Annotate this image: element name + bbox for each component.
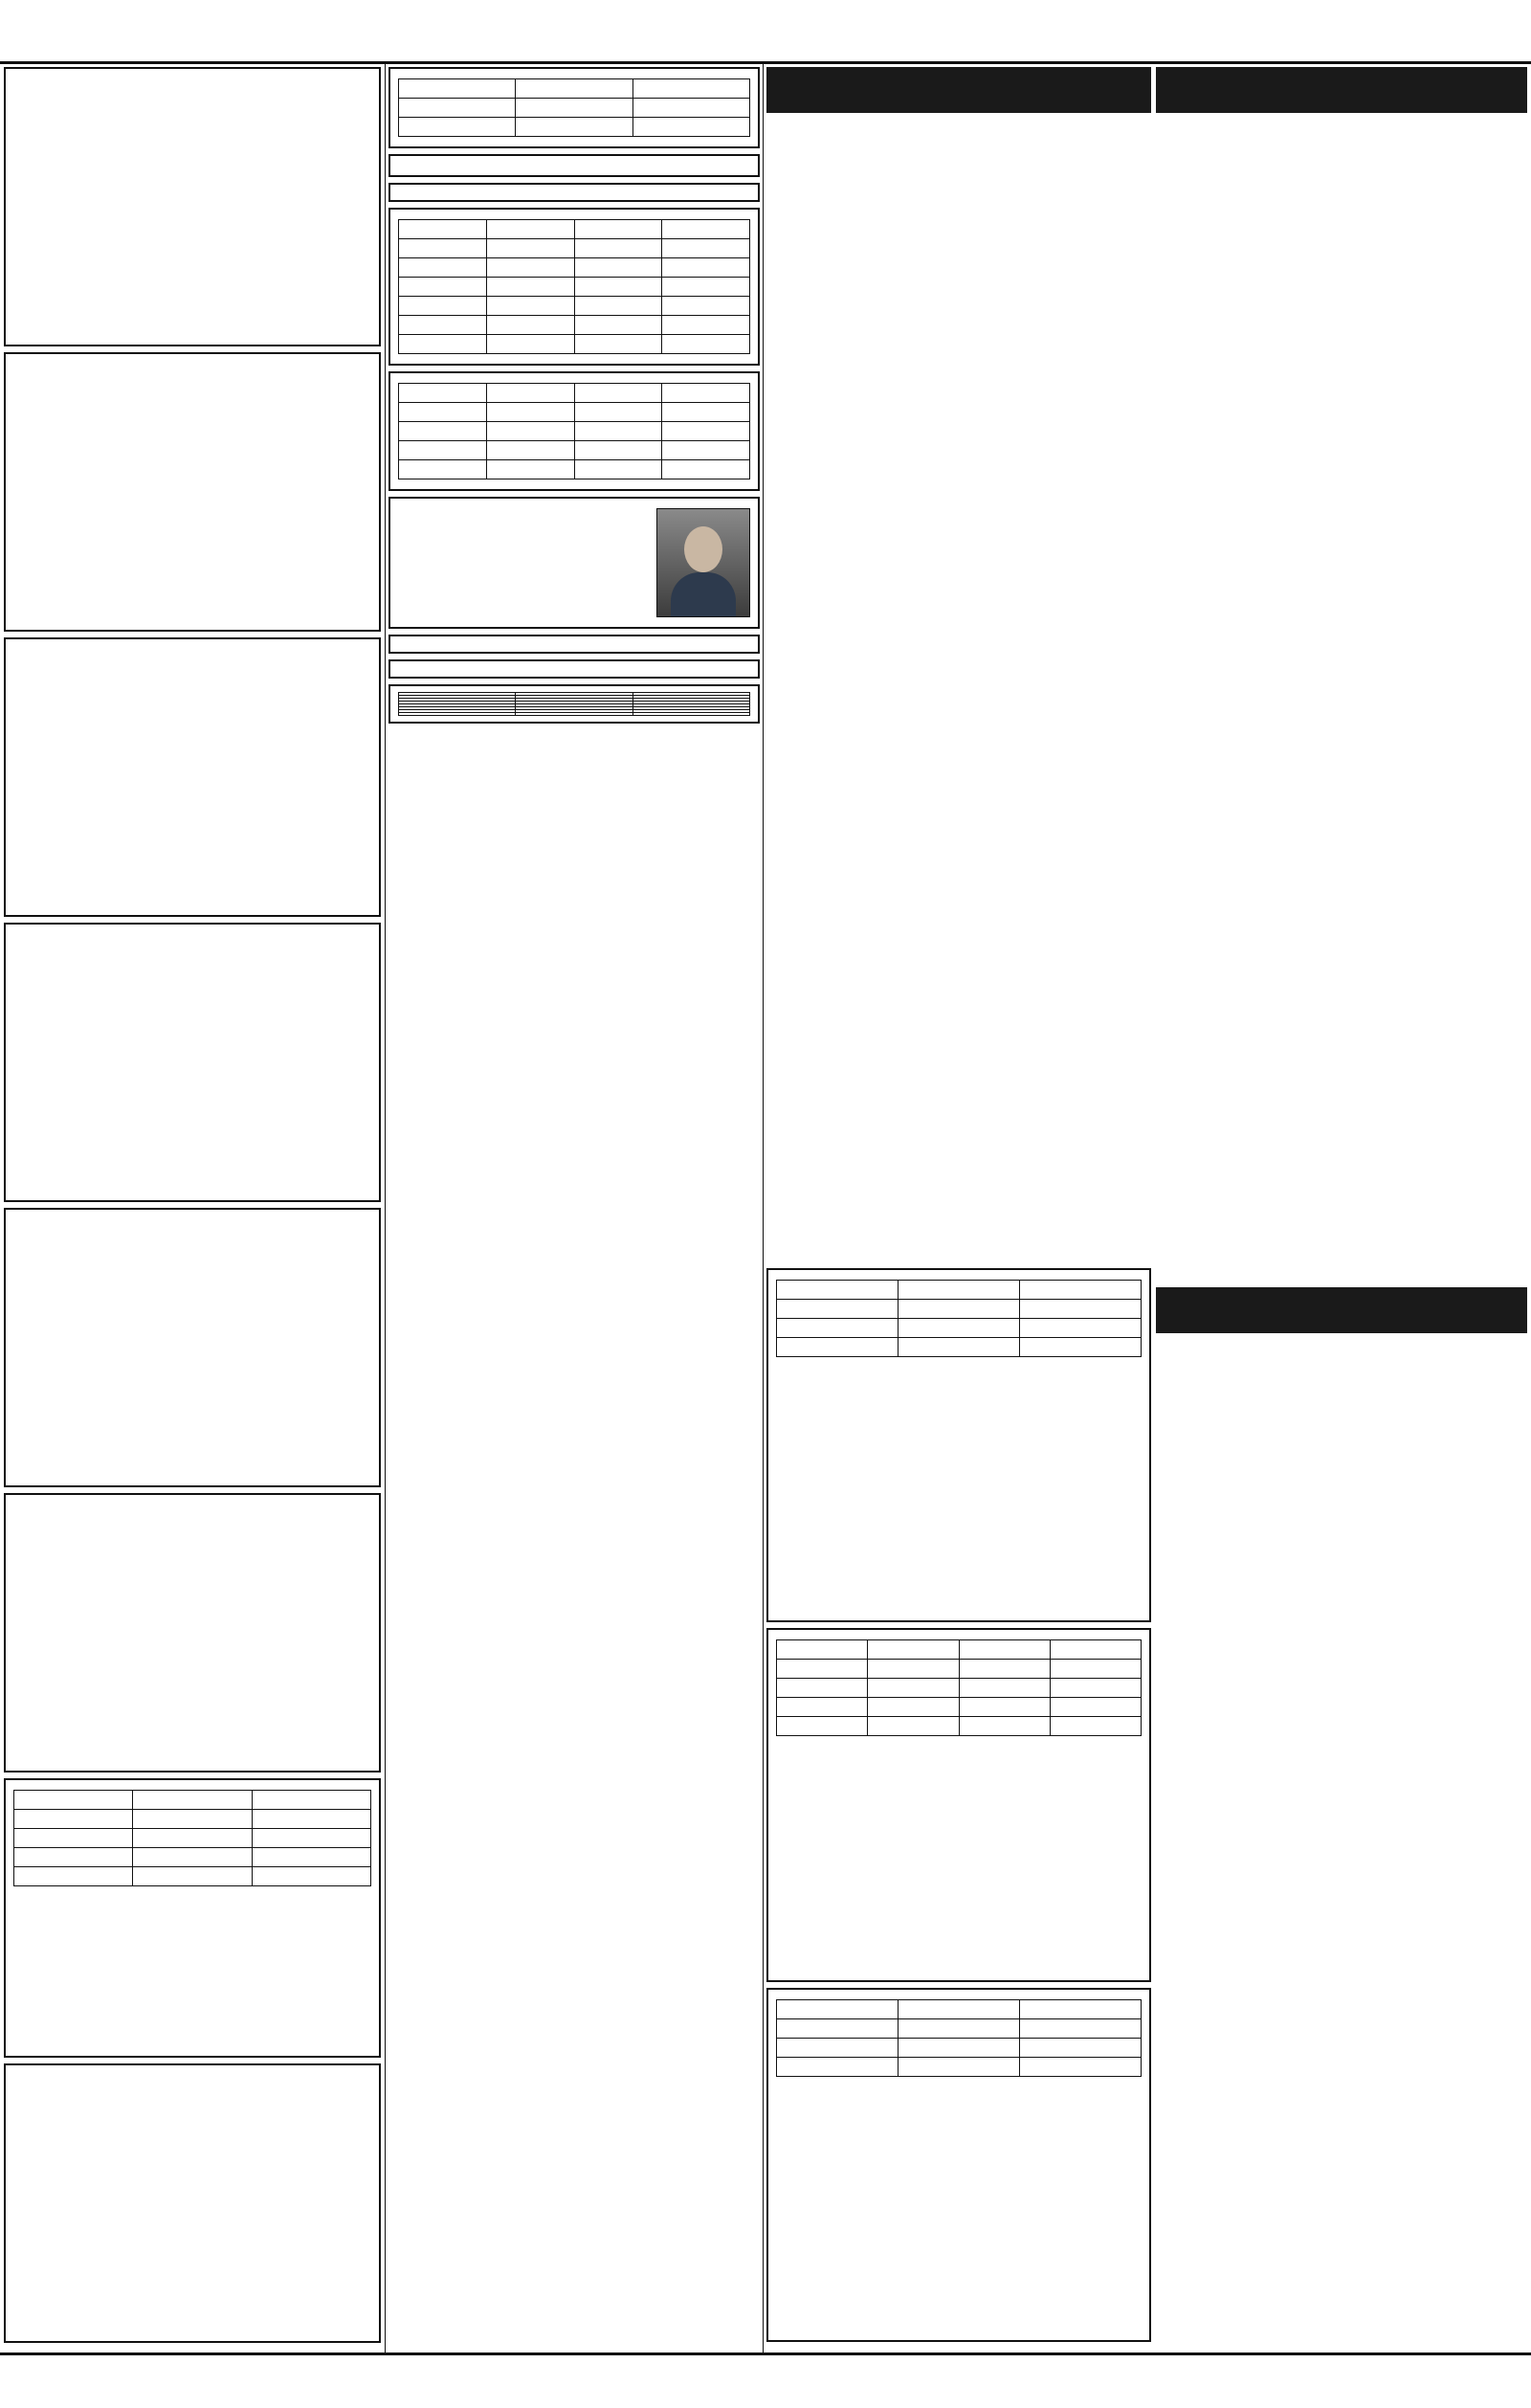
table-row xyxy=(399,441,750,460)
table-cell xyxy=(486,335,574,354)
heirs-table xyxy=(13,1790,371,1886)
table-cell xyxy=(959,1717,1050,1736)
table-cell xyxy=(1020,2058,1142,2077)
table-row xyxy=(399,278,750,297)
table-cell xyxy=(574,384,662,403)
table-cell xyxy=(899,1338,1020,1357)
hanfia-school-notice xyxy=(388,684,760,724)
table-cell xyxy=(662,441,750,460)
table-row xyxy=(399,239,750,258)
column-divider xyxy=(763,61,764,2352)
table-cell xyxy=(486,316,574,335)
table-cell xyxy=(899,2019,1020,2039)
rto-notice xyxy=(388,497,760,629)
table-cell xyxy=(1020,1338,1142,1357)
table-cell xyxy=(868,1660,959,1679)
baqiyat-banner-bottom xyxy=(1156,1287,1527,1333)
table-row xyxy=(777,2019,1142,2039)
table-cell xyxy=(1050,1640,1141,1660)
table-cell xyxy=(632,713,749,716)
table-cell xyxy=(399,713,516,716)
table-cell xyxy=(662,239,750,258)
right-news-column-bottom xyxy=(1156,1287,1527,2350)
table-cell xyxy=(777,1660,868,1679)
table-cell xyxy=(868,1717,959,1736)
classified-ad xyxy=(388,371,760,491)
baqiyat-banner xyxy=(766,67,1151,113)
table-cell xyxy=(133,1867,252,1886)
table-row xyxy=(777,2058,1142,2077)
table-cell xyxy=(252,1829,370,1848)
table-row xyxy=(399,460,750,479)
newspaper-logo xyxy=(685,2,850,57)
table-cell xyxy=(486,278,574,297)
table-row xyxy=(399,403,750,422)
table-cell xyxy=(662,335,750,354)
table-cell xyxy=(868,1679,959,1698)
table-row xyxy=(777,1660,1142,1679)
table-cell xyxy=(399,422,487,441)
table-cell xyxy=(399,403,487,422)
table-cell xyxy=(399,297,487,316)
table-cell xyxy=(399,99,516,118)
table-cell xyxy=(399,441,487,460)
table-row xyxy=(777,1679,1142,1698)
table-cell xyxy=(899,2058,1020,2077)
baqiyat-banner-top xyxy=(1156,67,1527,113)
table-row xyxy=(14,1867,371,1886)
table-cell xyxy=(399,335,487,354)
table-cell xyxy=(662,384,750,403)
classified-ad xyxy=(4,923,381,1202)
table-cell xyxy=(574,297,662,316)
table-cell xyxy=(399,118,516,137)
table-cell xyxy=(959,1660,1050,1679)
table-cell xyxy=(252,1867,370,1886)
table-cell xyxy=(133,1829,252,1848)
table-cell xyxy=(399,384,487,403)
table-row xyxy=(777,1698,1142,1717)
classified-ad xyxy=(388,154,760,177)
table-cell xyxy=(574,258,662,278)
classified-ad xyxy=(4,2063,381,2343)
table-cell xyxy=(1020,2000,1142,2019)
table-cell xyxy=(1050,1717,1141,1736)
table-row xyxy=(777,1717,1142,1736)
table-cell xyxy=(399,79,516,99)
table-cell xyxy=(1020,1281,1142,1300)
classified-ad xyxy=(4,637,381,917)
classified-ad xyxy=(4,67,381,346)
table-cell xyxy=(777,1281,899,1300)
table-cell xyxy=(1020,1300,1142,1319)
table-cell xyxy=(662,220,750,239)
table-cell xyxy=(252,1848,370,1867)
table-cell xyxy=(399,239,487,258)
classified-ad xyxy=(4,1778,381,2058)
table-row xyxy=(399,384,750,403)
table-cell xyxy=(899,2039,1020,2058)
table-cell xyxy=(777,2000,899,2019)
table-cell xyxy=(662,422,750,441)
contractor-notice xyxy=(388,659,760,679)
table-cell xyxy=(486,460,574,479)
classified-ad xyxy=(388,208,760,366)
column-divider xyxy=(385,61,386,2352)
table-cell xyxy=(574,316,662,335)
table-cell xyxy=(14,1867,133,1886)
table-cell xyxy=(777,2058,899,2077)
classified-ad xyxy=(766,1268,1151,1622)
table-cell xyxy=(486,384,574,403)
table-row xyxy=(399,99,750,118)
classified-ad xyxy=(766,1628,1151,1982)
table-row xyxy=(777,1338,1142,1357)
table-cell xyxy=(1050,1679,1141,1698)
table-cell xyxy=(399,278,487,297)
table-row xyxy=(14,1810,371,1829)
table-row xyxy=(14,1829,371,1848)
table-cell xyxy=(399,316,487,335)
table-cell xyxy=(516,118,632,137)
table-cell xyxy=(662,316,750,335)
table-cell xyxy=(574,441,662,460)
table-cell xyxy=(486,220,574,239)
table-cell xyxy=(662,460,750,479)
table-cell xyxy=(516,713,632,716)
table-cell xyxy=(777,2019,899,2039)
table-row xyxy=(777,1281,1142,1300)
table-row xyxy=(399,422,750,441)
table-cell xyxy=(574,460,662,479)
table-cell xyxy=(486,441,574,460)
heirs-table xyxy=(398,219,750,354)
table-cell xyxy=(574,403,662,422)
applicant-photo xyxy=(656,508,750,617)
table-cell xyxy=(777,1300,899,1319)
news-column xyxy=(766,67,1151,1263)
table-row xyxy=(777,2000,1142,2019)
table-cell xyxy=(662,297,750,316)
table-cell xyxy=(133,1791,252,1810)
table-cell xyxy=(574,335,662,354)
table-cell xyxy=(14,1829,133,1848)
table-cell xyxy=(252,1810,370,1829)
table-row xyxy=(777,1319,1142,1338)
table-cell xyxy=(574,422,662,441)
table-cell xyxy=(632,79,749,99)
table-row xyxy=(777,1640,1142,1660)
table-cell xyxy=(777,1698,868,1717)
table-row xyxy=(399,335,750,354)
table-cell xyxy=(1020,1319,1142,1338)
table-cell xyxy=(777,1338,899,1357)
table-cell xyxy=(662,258,750,278)
table-cell xyxy=(133,1848,252,1867)
table-cell xyxy=(777,1640,868,1660)
table-cell xyxy=(899,2000,1020,2019)
classified-ad xyxy=(4,1493,381,1773)
table-cell xyxy=(1020,2039,1142,2058)
table-cell xyxy=(777,1717,868,1736)
table-cell xyxy=(632,99,749,118)
table-row xyxy=(777,2039,1142,2058)
ads-column-3 xyxy=(766,1268,1151,2349)
heirs-table xyxy=(776,1999,1142,2077)
table-cell xyxy=(486,258,574,278)
table-cell xyxy=(574,239,662,258)
table-cell xyxy=(486,422,574,441)
table-cell xyxy=(399,220,487,239)
table-cell xyxy=(14,1810,133,1829)
table-row xyxy=(14,1848,371,1867)
table-cell xyxy=(574,220,662,239)
table-cell xyxy=(959,1679,1050,1698)
table-cell xyxy=(899,1319,1020,1338)
table-row xyxy=(399,713,750,716)
ads-column-1 xyxy=(4,67,381,2349)
table-cell xyxy=(959,1698,1050,1717)
table-cell xyxy=(574,278,662,297)
table-cell xyxy=(133,1810,252,1829)
table-cell xyxy=(959,1640,1050,1660)
table-cell xyxy=(1050,1698,1141,1717)
table-cell xyxy=(777,1679,868,1698)
classified-ad xyxy=(388,183,760,202)
imprint-footer xyxy=(0,2352,1531,2408)
heirs-table xyxy=(776,1639,1142,1736)
table-cell xyxy=(899,1300,1020,1319)
table-row xyxy=(14,1791,371,1810)
table-cell xyxy=(486,403,574,422)
classified-ad xyxy=(766,1988,1151,2342)
table-cell xyxy=(516,99,632,118)
table-cell xyxy=(252,1791,370,1810)
table-cell xyxy=(516,79,632,99)
school-name-notice xyxy=(388,635,760,654)
table-cell xyxy=(662,278,750,297)
masthead xyxy=(0,0,1531,64)
table-cell xyxy=(632,118,749,137)
table-cell xyxy=(1020,2019,1142,2039)
table-cell xyxy=(486,297,574,316)
table-row xyxy=(399,220,750,239)
table-cell xyxy=(777,2039,899,2058)
table-cell xyxy=(399,460,487,479)
table-cell xyxy=(899,1281,1020,1300)
classified-ad xyxy=(388,67,760,148)
table-cell xyxy=(868,1698,959,1717)
table-cell xyxy=(486,239,574,258)
right-news-column-top xyxy=(1156,67,1527,1282)
table-row xyxy=(399,118,750,137)
managing-body-table xyxy=(398,692,750,716)
heirs-table xyxy=(398,78,750,137)
table-cell xyxy=(662,403,750,422)
table-row xyxy=(399,79,750,99)
table-cell xyxy=(868,1640,959,1660)
classified-ad xyxy=(4,352,381,632)
table-cell xyxy=(14,1848,133,1867)
heirs-table xyxy=(776,1280,1142,1357)
classified-ad xyxy=(4,1208,381,1487)
table-row xyxy=(399,297,750,316)
table-cell xyxy=(399,258,487,278)
table-cell xyxy=(14,1791,133,1810)
ads-column-2 xyxy=(388,67,760,2349)
table-cell xyxy=(1050,1660,1141,1679)
table-row xyxy=(399,258,750,278)
table-cell xyxy=(777,1319,899,1338)
table-row xyxy=(777,1300,1142,1319)
heirs-table xyxy=(398,383,750,479)
table-row xyxy=(399,316,750,335)
